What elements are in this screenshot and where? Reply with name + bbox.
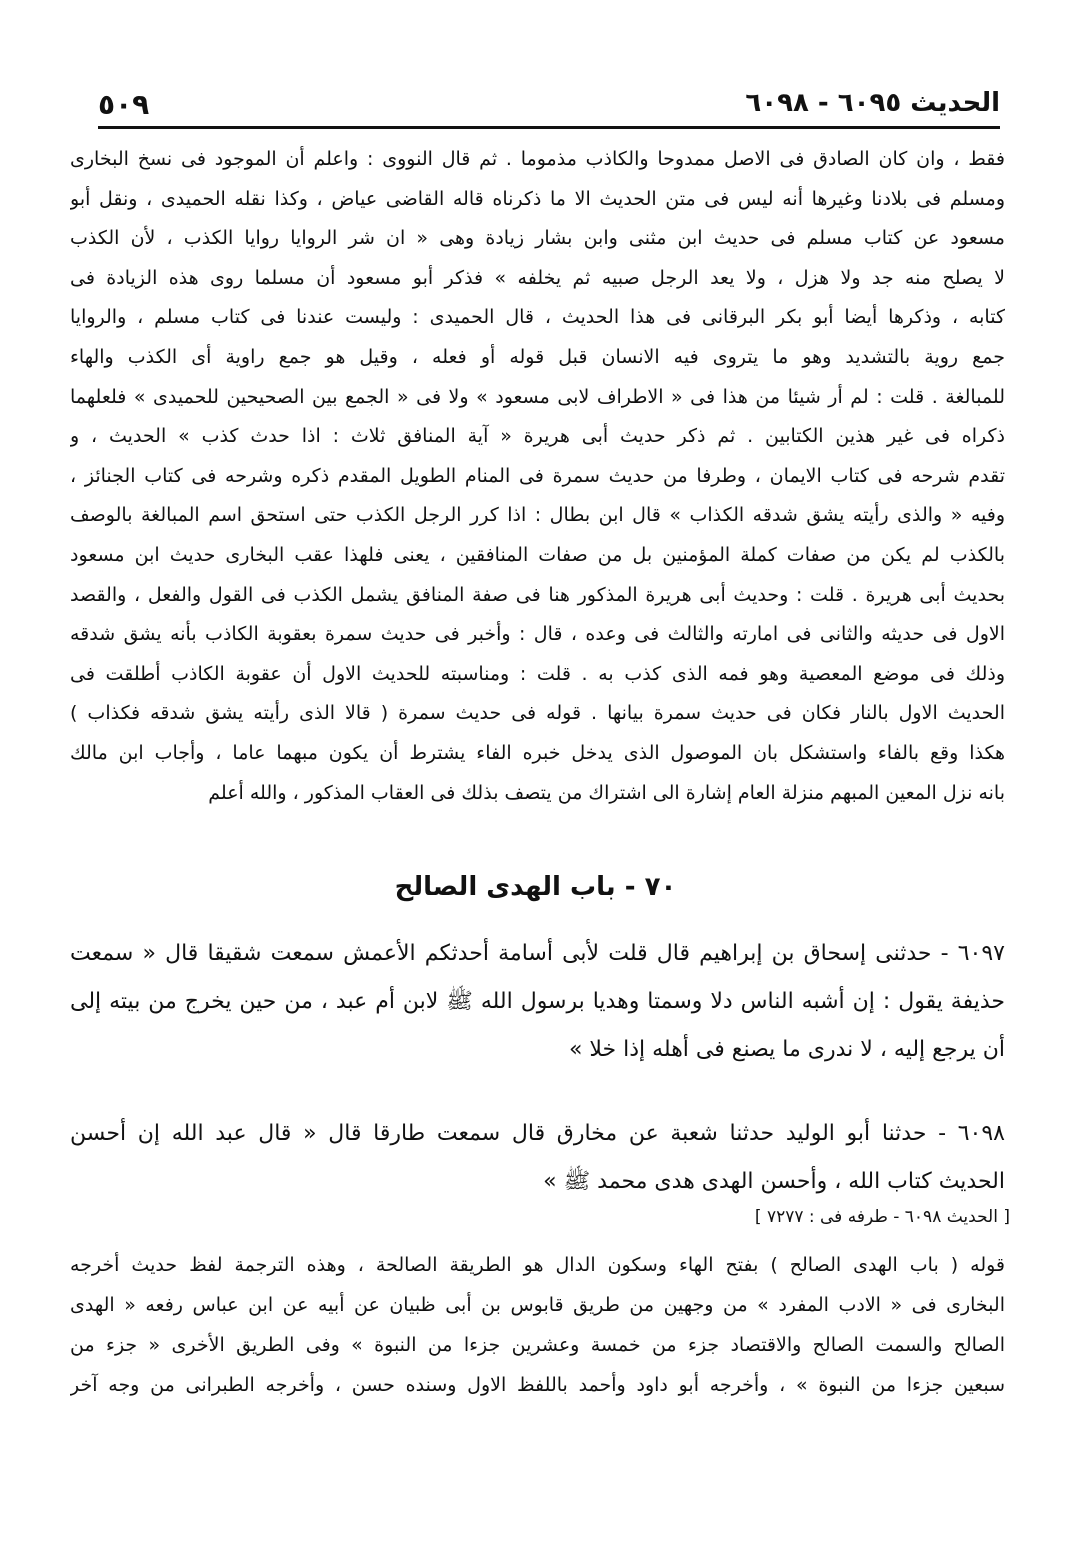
page-header [98, 86, 1000, 126]
commentary-line: ذكراه فى غير هذين الكتابين . ثم ذكر حديث أبى هريرة « آية المنافق ثلاث : اذا حدث كذب » الحديث ، و [70, 425, 1005, 448]
commentary-line: تقدم شرحه فى كتاب الايمان ، وطرفا من حديث سمرة فى المنام الطويل المقدم ذكره وشرحه فى كتاب الجنائز ، [70, 464, 1005, 487]
commentary-line: الصالح والسمت الصالح والاقتصاد جزء من خمسة وعشرين جزءا من النبوة » وفى الطريق الأخرى « جزء من [70, 1334, 1005, 1356]
chapter-title: ٧٠ - باب الهدى الصالح [394, 872, 677, 902]
hadith-line: ٦٠٩٧ - حدثنى إسحاق بن إبراهيم قال قلت لأبى أسامة أحدثكم الأعمش سمعت شقيقا قال « سمعت [70, 941, 1005, 966]
commentary-line: سبعين جزءا من النبوة » ، وأخرجه أبو داود وأحمد باللفظ الاول وسنده حسن ، وأخرجه الطبرانى من وجه آخر [70, 1374, 1005, 1396]
commentary-line: لا يصلح منه جد ولا هزل ، ولا يعد الرجل صبيه ثم يخلفه » فذكر أبو مسعود أن مسلما روى هذه الزيادة فى [70, 266, 1005, 289]
hadith-line: حذيفة يقول : إن أشبه الناس دلا وسمتا وهديا برسول الله ﷺ لابن أم عبد ، من حين يخرج من بيته إلى [70, 989, 1005, 1014]
hadith-6097 [70, 930, 1005, 1074]
commentary-line: ومسلم فى بلادنا وغيرها أنه ليس فى متن الحديث الا ما ذكرناه قاله القاضى عياض ، وكذا نقله الحميدى ، ونقل أبو [70, 187, 1005, 210]
commentary-line: وفيه « والذى رأيته يشق شدقه الكذاب » قال ابن بطال : اذا كرر الرجل الكذب حتى استحق اسم المبالغة بالوصف [70, 504, 1005, 527]
commentary-line: بالكذب لم يكن من صفات كملة المؤمنين بل من صفات المنافقين ، يعنى فلهذا عقب البخارى حديث ابن مسعود [70, 543, 1005, 566]
commentary-line: وذلك فى موضع المعصية وهو فمه الذى كذب به . قلت : ومناسبته للحديث الاول أن عقوبة الكاذب أطلقت فى [70, 662, 1005, 685]
hadith-line: الحديث كتاب الله ، وأحسن الهدى هدى محمد ﷺ » [543, 1169, 1005, 1194]
hadith-line: ٦٠٩٨ - حدثنا أبو الوليد حدثنا شعبة عن مخارق قال سمعت طارقا قال « قال عبد الله إن أحسن [70, 1121, 1005, 1146]
commentary-line: بانه نزل المعين المبهم منزلة العام إشارة الى اشتراك من يتصف بذلك فى العقاب المذكور ، والله أعلم [208, 781, 1005, 804]
commentary-line: بحديث أبى هريرة . قلت : وحديث أبى هريرة المذكور هنا فى صفة المنافق يشمل الكذب فى القول والفعل ، والقصد [70, 583, 1005, 606]
commentary-line: فقط ، وان كان الصادق فى الاصل ممدوحا والكاذب مذموما . ثم قال النووى : واعلم أن الموجود فى نسخ البخارى [70, 148, 1005, 170]
commentary-line: جمع روية بالتشديد وهو ما يتروى فيه الانسان قبل قوله أو فعله ، وقيل هو جمع راوية أى الكذب والهاء [70, 345, 1005, 368]
running-head: الحديث ٦٠٩٥ - ٦٠٩٨ [745, 88, 1000, 118]
commentary-line: كتابه ، وذكرها أيضا أبو بكر البرقانى فى هذا الحديث ، قال الحميدى : وليست عندنا فى كتاب مسلم ، والروايا [70, 306, 1005, 329]
reference-note: [ الحديث ٦٠٩٨ - طرفه فى : ٧٢٧٧ ] [754, 1207, 1010, 1227]
hadith-line: أن يرجع إليه ، لا ندرى ما يصنع فى أهله إذا خلا » [568, 1037, 1005, 1062]
commentary-line: هكذا وقع بالفاء واستشكل بان الموصول الذى يدخل خبره الفاء يشترط أن يكون مبهما عاما ، وأجاب ابن مالك [70, 741, 1005, 764]
hadith-6098 [70, 1110, 1005, 1206]
header-rule [98, 126, 1000, 129]
page-number: ٥٠٩ [98, 88, 150, 121]
commentary-line: مسعود عن كتاب مسلم فى حديث ابن مثنى وابن بشار زيادة وهى « ان شر الروايا روايا الكذب ، لأن الكذب [70, 227, 1005, 250]
commentary-line: الحديث الاول بالنار فكان فى حديث سمرة بيانها . قوله فى حديث سمرة ( قالا الذى رأيته يشق شدقه فكذاب ) [70, 702, 1005, 725]
commentary-line: قوله ( باب الهدى الصالح ) بفتح الهاء وسكون الدال هو الطريقة الصالحة ، وهذه الترجمة لفظ حديث أخرجه [70, 1254, 1005, 1276]
final-commentary [70, 1245, 1005, 1405]
commentary-block [70, 140, 1005, 813]
commentary-line: للمبالغة . قلت : لم أر شيئا من هذا فى « الاطراف لابى مسعود » ولا فى « الجمع بين الصحيحين للحميدى » فلعلهما [70, 385, 1005, 408]
commentary-line: البخارى فى « الادب المفرد » من وجهين من طريق قابوس بن أبى ظبيان عن أبيه عن ابن عباس رفعه « الهدى [70, 1294, 1005, 1316]
commentary-line: الاول فى حديثه والثانى فى امارته والثالث فى وعده ، قال : وأخبر فى حديث سمرة بعقوبة الكاذب بأنه يشق شدقه [70, 623, 1005, 646]
